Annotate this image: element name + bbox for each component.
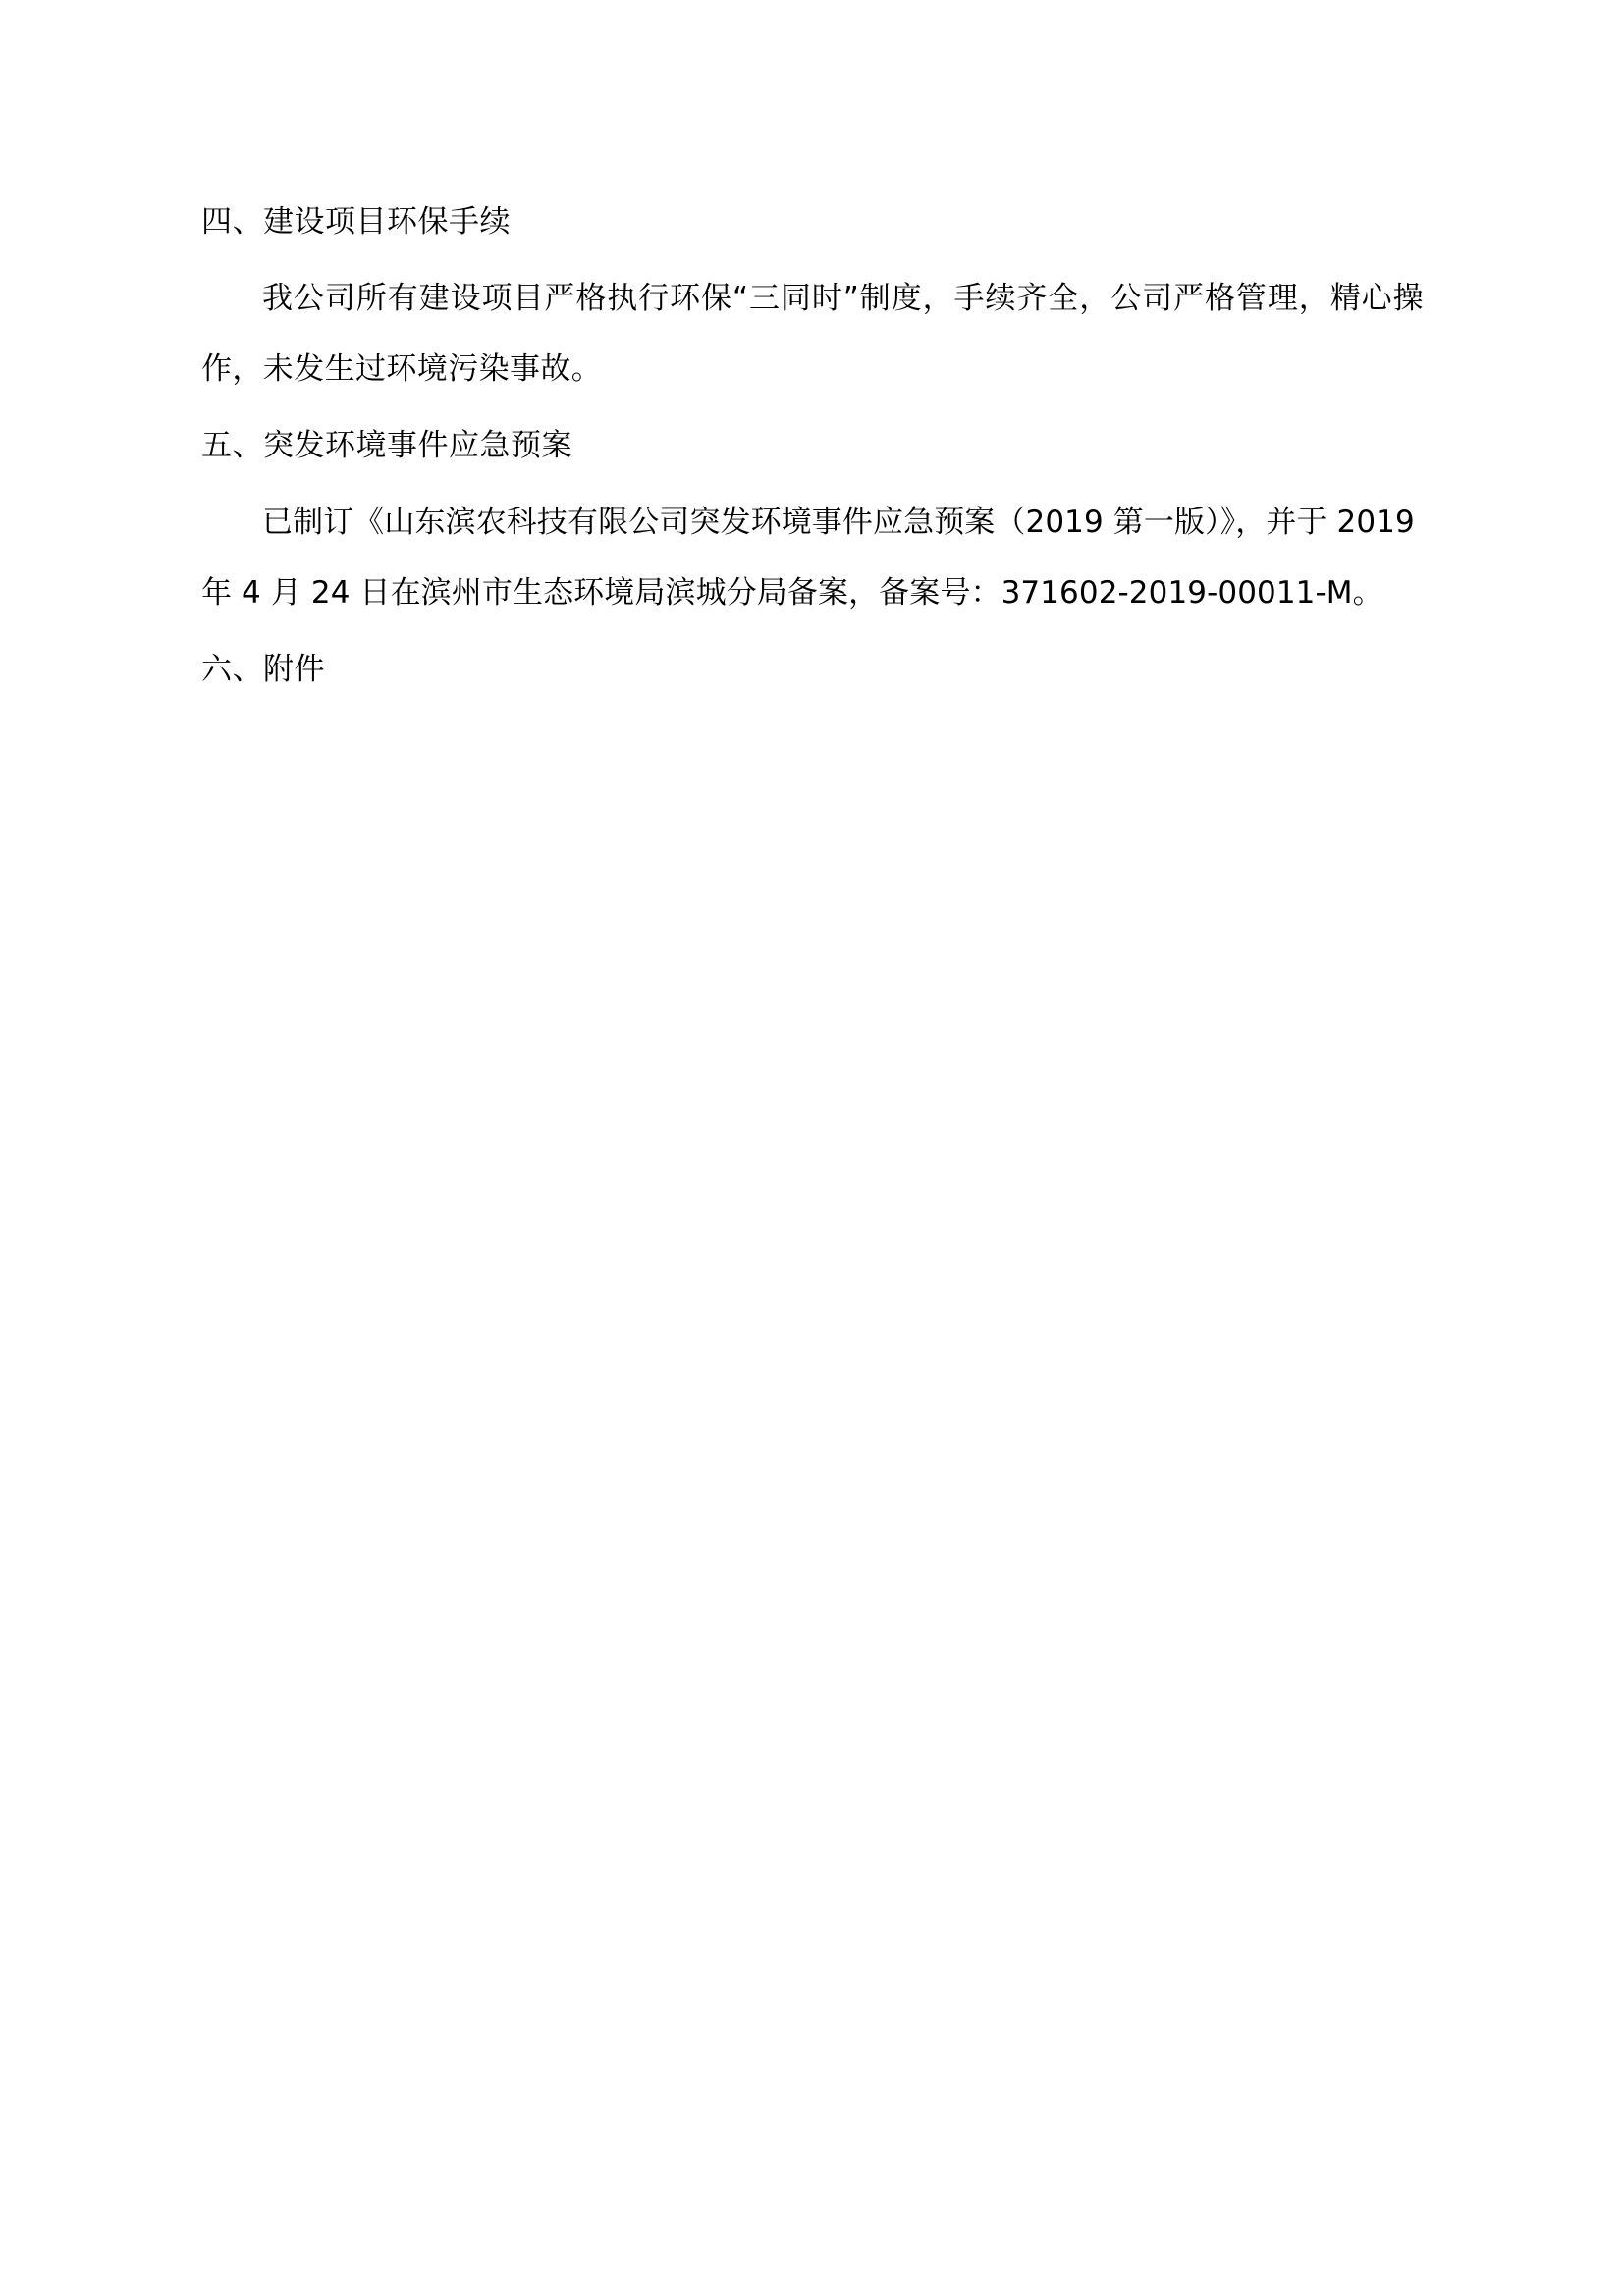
section-heading-five: 五、突发环境事件应急预案 xyxy=(201,428,572,463)
section-four-paragraph: 我公司所有建设项目严格执行环保“三同时”制度，手续齐全，公司严格管理，精心操作，未发生过环境污染事故。 xyxy=(201,281,1424,387)
section-heading-four: 四、建设项目环保手续 xyxy=(201,204,511,240)
document-body xyxy=(201,187,1424,705)
section-five-paragraph: 已制订《山东滨农科技有限公司突发环境事件应急预案（2019 第一版）》，并于 2019 年 4 月 24 日在滨州市生态环境局滨城分局备案，备案号：371602-2019-00011-M。 xyxy=(201,505,1415,611)
section-heading-six: 六、附件 xyxy=(201,652,325,687)
